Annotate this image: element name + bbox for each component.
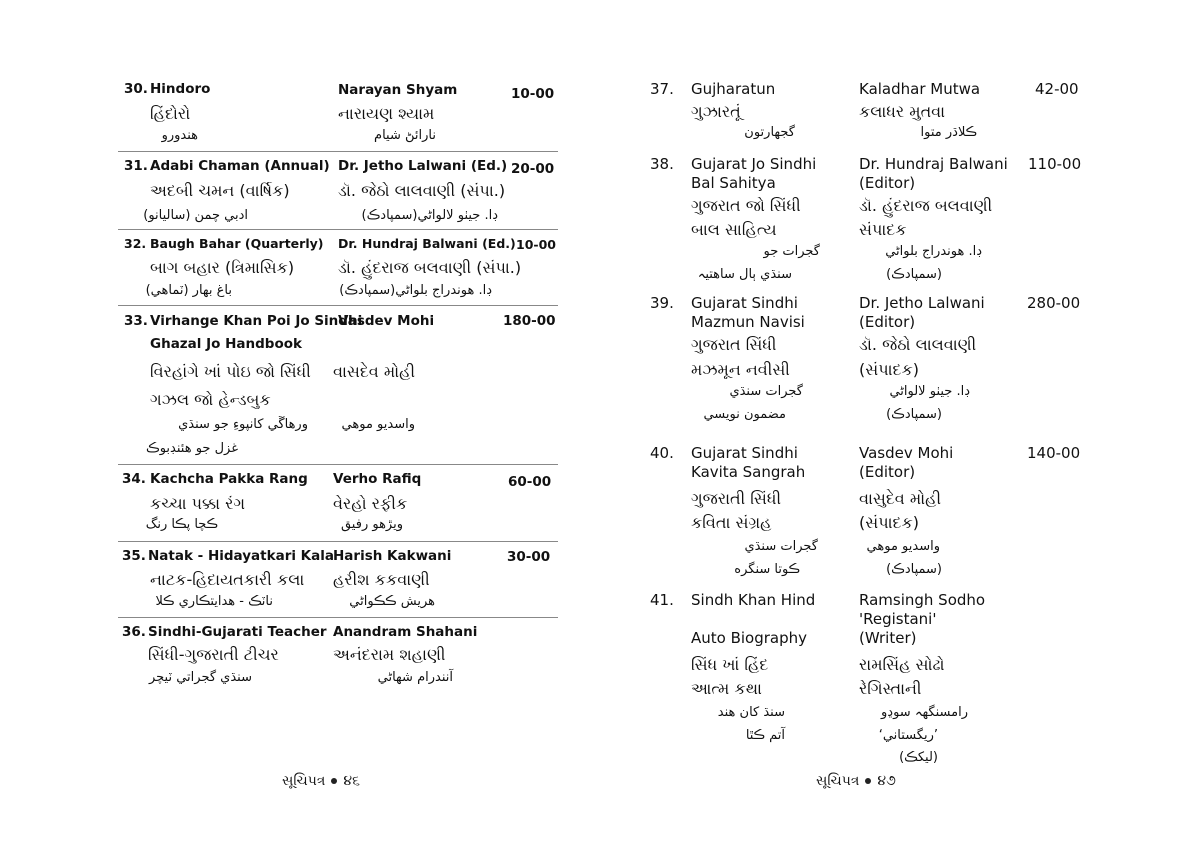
entry-title-gujarati: નાટક-હિદાયતકારી કલા xyxy=(150,570,305,589)
entry-title-gujarati: કચ્ચા પક્કા રંગ xyxy=(150,494,246,513)
entry-title-line2: Mazmun Navisi xyxy=(691,313,805,331)
entry-author: Vasdev Mohi xyxy=(859,444,954,462)
entry-title: Gujarat Jo Sindhi xyxy=(691,155,817,173)
entry-divider xyxy=(118,229,558,230)
entry-title-sindhi: سنڌ کان هند xyxy=(717,705,785,720)
entry-title-gujarati: બાગ બહાર (ત્રિમાસિક) xyxy=(150,258,295,277)
entry-title: Virhange Khan Poi Jo Sindhi xyxy=(150,313,363,329)
entry-title-sindhi: ناٽڪ - هدايتڪاري ڪلا xyxy=(155,594,273,609)
entry-title-gujarati: ગુજરાતી સિંધી xyxy=(691,489,782,508)
entry-title-sindhi-line2: مضمون نويسي xyxy=(703,407,786,422)
entry-author-sindhi-line3: (ليکڪ) xyxy=(899,750,938,765)
right-page xyxy=(600,0,1200,848)
entry-title: Baugh Bahar (Quarterly) xyxy=(150,236,324,251)
bullet-icon xyxy=(331,778,337,784)
entry-author: Harish Kakwani xyxy=(333,548,452,564)
entry-number: 38. xyxy=(650,155,674,173)
entry-author-line2: (Editor) xyxy=(859,313,916,331)
entry-author-sindhi: ڊا. هوندراج بلواڻي xyxy=(885,244,982,259)
entry-price: 280-00 xyxy=(1027,294,1081,312)
entry-title-sindhi: ادبي چمن (ساليانو) xyxy=(143,208,248,223)
entry-number: 31. xyxy=(124,158,148,174)
entry-author-gujarati: ડૉ. હુંદરાજ બલવાણી (સંપા.) xyxy=(338,258,522,277)
entry-title-gujarati: ગુજરાત જો સિંધી xyxy=(691,196,801,215)
entry-number: 39. xyxy=(650,294,674,312)
entry-author-sindhi: ڪلاڌر متوا xyxy=(920,125,977,140)
entry-number: 32. xyxy=(124,236,147,251)
entry-title-gujarati: હિંદોરો xyxy=(150,104,191,123)
entry-author-sindhi: ڊا. هوندراج بلواڻي(سمپادڪ) xyxy=(339,283,492,298)
entry-title-sindhi: گجرات سنڌي xyxy=(744,539,818,554)
entry-title-gujarati: વિરહાંગે ખાં પોઇ જો સિંધી xyxy=(150,362,311,381)
entry-author-gujarati: વાસુદેવ મોહી xyxy=(859,489,942,508)
entry-author-sindhi-line2: (سمپادڪ) xyxy=(886,267,942,282)
entry-divider xyxy=(118,464,558,465)
entry-author: Kaladhar Mutwa xyxy=(859,80,981,98)
entry-title-sindhi: ورهاڱي کانپوءِ جو سنڌي xyxy=(178,417,308,432)
page-footer xyxy=(282,773,360,789)
entry-title-sindhi: ڪچا پڪا رنگ xyxy=(145,517,218,532)
entry-number: 36. xyxy=(122,624,146,640)
entry-author-gujarati: નારાયણ શ્યામ xyxy=(338,104,435,123)
entry-title: Gujarat Sindhi xyxy=(691,444,798,462)
entry-divider xyxy=(118,151,558,152)
entry-title-sindhi: سنڌي گجراتي ٽيچر xyxy=(148,670,252,685)
entry-author-gujarati-line2: (સંપાદક) xyxy=(859,513,919,532)
entry-title-gujarati: ગુજરાત સિંધી xyxy=(691,335,777,354)
page-number: ૪૬ xyxy=(343,773,360,789)
entry-author-sindhi: آنندرام شهاڻي xyxy=(377,670,453,685)
entry-title-line2: Auto Biography xyxy=(691,629,808,647)
entry-price: 42-00 xyxy=(1035,80,1079,98)
entry-author-gujarati: કલાધર મુતવા xyxy=(859,102,946,121)
entry-author-sindhi: ڊا. جيٺو لالواڻي xyxy=(889,384,970,399)
entry-title-gujarati: સિંધ ખાં હિંદ xyxy=(691,655,769,674)
entry-title-gujarati: ગુઝારતૂં xyxy=(691,102,741,121)
entry-title: Gujarat Sindhi xyxy=(691,294,798,312)
entry-title-sindhi: گجرات جو xyxy=(763,244,820,259)
entry-author: Anandram Shahani xyxy=(333,624,478,640)
entry-author-line3: (Writer) xyxy=(859,629,917,647)
entry-author-sindhi-line2: (سمپادڪ) xyxy=(886,562,942,577)
entry-author-gujarati-line2: રેગિસ્તાની xyxy=(859,679,922,698)
entry-price: 30-00 xyxy=(507,549,551,565)
entry-title-gujarati-line2: ગઝલ જો હેન્ડબુક xyxy=(150,390,271,409)
entry-title-gujarati: અદબી ચમન (વાર્ષિક) xyxy=(150,181,290,200)
entry-number: 34. xyxy=(122,471,146,487)
entry-author: Verho Rafiq xyxy=(333,471,422,487)
entry-divider xyxy=(118,541,558,542)
entry-title-sindhi-line2: آتم ڪٿا xyxy=(745,728,785,743)
entry-author-sindhi: رامسنگهہ سوڍو xyxy=(881,705,968,720)
entry-title-gujarati-line2: કવિતા સંગ્રહ xyxy=(691,513,772,532)
entry-author-gujarati: ડૉ. જેઠો લાલવાણી (સંપા.) xyxy=(338,181,506,200)
entry-price: 60-00 xyxy=(508,474,552,490)
entry-author-gujarati: હરીશ કકવાણી xyxy=(333,570,430,589)
entry-author: Dr. Hundraj Balwani (Ed.) xyxy=(338,236,516,251)
entry-author-line2: (Editor) xyxy=(859,174,916,192)
entry-title-sindhi-line2: ڪوتا سنگره xyxy=(734,562,800,577)
page-number: ૪૭ xyxy=(877,773,896,789)
entry-price: 110-00 xyxy=(1028,155,1082,173)
entry-title: Hindoro xyxy=(150,81,211,97)
entry-author-gujarati: રામસિંહ સોઢો xyxy=(859,655,945,674)
entry-title-sindhi: هندورو xyxy=(161,128,198,143)
entry-title-gujarati-line2: બાલ સાહિત્ય xyxy=(691,220,777,239)
page-footer xyxy=(816,773,896,789)
entry-author-gujarati: ડૉ. જેઠો લાલવાણી xyxy=(859,335,977,354)
catalog-label: સૂચિપત્ર xyxy=(282,773,326,789)
entry-title-line2: Ghazal Jo Handbook xyxy=(150,336,302,352)
entry-number: 37. xyxy=(650,80,674,98)
entry-author: Vasdev Mohi xyxy=(338,313,435,329)
entry-title: Sindh Khan Hind xyxy=(691,591,816,609)
entry-author-sindhi: ويڙهو رفيق xyxy=(340,517,403,532)
entry-title: Gujharatun xyxy=(691,80,776,98)
entry-author-gujarati: ડૉ. હુંદરાજ બલવાણી xyxy=(859,196,993,215)
entry-number: 30. xyxy=(124,81,148,97)
entry-price: 20-00 xyxy=(511,161,555,177)
entry-number: 40. xyxy=(650,444,674,462)
entry-title-sindhi-line2: غزل جو هئنڊبوڪ xyxy=(146,441,238,456)
entry-author-sindhi-line2: (سمپادڪ) xyxy=(886,407,942,422)
entry-author: Dr. Jetho Lalwani xyxy=(859,294,985,312)
entry-number: 41. xyxy=(650,591,674,609)
entry-author-gujarati: વેરહો રફીક xyxy=(333,494,408,513)
entry-author-sindhi-line2: ’ريگستاني‘ xyxy=(878,728,938,743)
entry-title-line2: Kavita Sangrah xyxy=(691,463,806,481)
entry-price: 10-00 xyxy=(516,237,556,252)
entry-title: Natak - Hidayatkari Kala xyxy=(148,548,334,564)
entry-author: Dr. Jetho Lalwani (Ed.) xyxy=(338,158,508,174)
entry-title-gujarati-line2: આત્મ કથા xyxy=(691,679,762,698)
entry-title-gujarati-line2: મઝમૂન નવીસી xyxy=(691,360,790,379)
entry-author-sindhi: واسديو موهي xyxy=(341,417,415,432)
entry-author-line2: 'Registani' xyxy=(859,610,937,628)
entry-author-sindhi: نارائڻ شيام xyxy=(374,128,436,143)
entry-title: Adabi Chaman (Annual) xyxy=(150,158,330,174)
entry-title-sindhi-line2: سنڌي ٻال ساهتيہ xyxy=(697,267,792,282)
entry-title-sindhi: گجرات سنڌي xyxy=(729,384,803,399)
entry-author-gujarati: અનંદરામ શહાણી xyxy=(333,645,446,664)
entry-author-gujarati-line2: સંપાદક xyxy=(859,220,907,239)
entry-author: Dr. Hundraj Balwani xyxy=(859,155,1008,173)
entry-price: 10-00 xyxy=(511,86,555,102)
entry-author-gujarati-line2: (સંપાદક) xyxy=(859,360,919,379)
entry-price: 140-00 xyxy=(1027,444,1081,462)
entry-author-sindhi: ڊا. جيٺو لالواڻي(سمپادڪ) xyxy=(361,208,498,223)
entry-title: Sindhi-Gujarati Teacher xyxy=(148,624,327,640)
entry-title-sindhi: باغ بهار (ٽماهي) xyxy=(145,283,232,298)
catalog-label: સૂચિપત્ર xyxy=(816,773,860,789)
entry-title-line2: Bal Sahitya xyxy=(691,174,776,192)
entry-author-sindhi: واسديو موهي xyxy=(866,539,940,554)
entry-author-sindhi: هريش ڪڪواڻي xyxy=(349,594,435,609)
entry-author: Narayan Shyam xyxy=(338,82,458,98)
entry-title-gujarati: સિંધી-ગુજરાતી ટીચર xyxy=(148,645,279,664)
entry-title: Kachcha Pakka Rang xyxy=(150,471,308,487)
bullet-icon xyxy=(865,778,871,784)
entry-author-line2: (Editor) xyxy=(859,463,916,481)
entry-divider xyxy=(118,617,558,618)
entry-number: 35. xyxy=(122,548,146,564)
entry-author: Ramsingh Sodho xyxy=(859,591,986,609)
entry-title-sindhi: گجهارتون xyxy=(744,125,795,140)
entry-author-gujarati: વાસદેવ મોહી xyxy=(333,362,416,381)
entry-divider xyxy=(118,305,558,306)
entry-price: 180-00 xyxy=(503,313,556,329)
entry-number: 33. xyxy=(124,313,148,329)
